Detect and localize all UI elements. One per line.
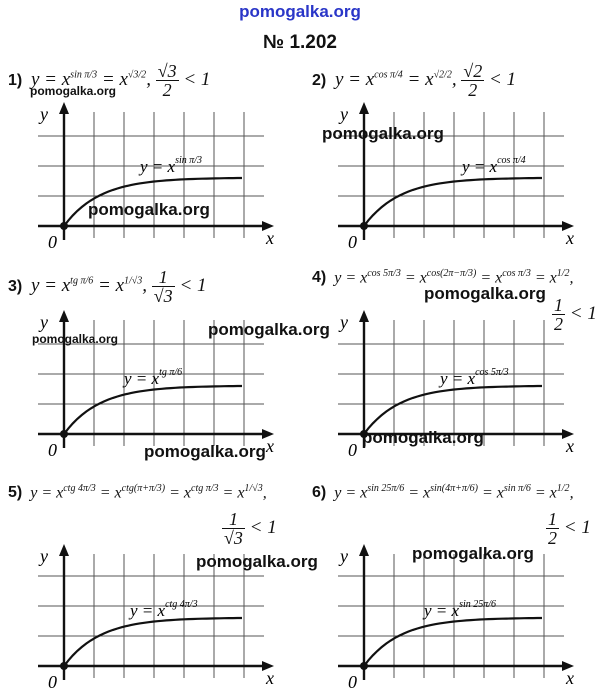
condition-tail-5: < 1 — [249, 516, 277, 538]
y-axis-label: y — [340, 104, 348, 124]
y-axis-label: y — [340, 312, 348, 332]
condition-tail-3: < 1 — [179, 274, 207, 296]
problem-number-6: 6) — [312, 484, 327, 502]
problem-number-5: 5) — [8, 484, 23, 502]
watermark-1: pomogalka.org — [30, 84, 117, 98]
y-axis-arrow — [59, 544, 69, 556]
problem-number-4: 4) — [312, 269, 327, 287]
origin-point — [60, 430, 68, 438]
curve-label: $y = x^{sin 25\pi/6}$ — [424, 599, 497, 620]
watermark-7: pomogalka.org — [144, 442, 266, 461]
watermark-4: pomogalka.org — [32, 332, 119, 346]
graph-1 — [38, 102, 274, 252]
origin-label: 0 — [48, 672, 57, 692]
y-axis-arrow — [359, 310, 369, 322]
function-curve — [364, 178, 542, 226]
y-axis-arrow — [59, 310, 69, 322]
y-axis-label: y — [40, 104, 48, 124]
condition-fraction-1: $\frac{√3}{2}$ — [157, 61, 177, 100]
curve-label: $y = x^{cos 5\pi/3}$ — [440, 367, 509, 388]
y-axis-arrow — [359, 544, 369, 556]
curve-label: $y = x^{tg \pi/6}$ — [124, 367, 183, 388]
watermark-3: pomogalka.org — [322, 124, 444, 143]
watermark-6: pomogalka.org — [424, 284, 546, 303]
condition-tail-1: < 1 — [183, 68, 211, 90]
x-axis-label: x — [266, 668, 274, 688]
watermark-5: pomogalka.org — [208, 320, 330, 339]
x-axis-label: x — [566, 228, 574, 248]
x-axis-label: x — [266, 436, 274, 456]
watermark-9: pomogalka.org — [196, 552, 318, 571]
problem-title: № 1.202 — [262, 32, 337, 53]
origin-point — [360, 662, 368, 670]
function-curve — [64, 386, 242, 434]
origin-label: 0 — [48, 440, 57, 460]
formula-1: 1) $y = x^{sin \pi/3} = x^{√3/2}$, $\frac{√3}{2}$ < 1 — [8, 61, 211, 100]
formula-2: 2) $y = x^{cos \pi/4} = x^{√2/2}$, $\frac{√2}{2}$ < 1 — [312, 61, 517, 100]
watermark-2: pomogalka.org — [88, 200, 210, 219]
condition-fraction-2: $\frac{√2}{2}$ — [463, 61, 483, 100]
condition-fraction-6: $\frac{1}{2}$ — [548, 509, 557, 548]
problem-number-2: 2) — [312, 71, 327, 89]
condition-tail-6: < 1 — [563, 516, 591, 538]
problem-number-3: 3) — [8, 277, 23, 295]
formula-6: 6) $y = x^{sin 25\pi/6} = x^{sin(4\pi+\pi/6)} = x^{sin \pi/6} = x^{1/2}$, — [312, 483, 574, 502]
curve-label: $y = x^{cos \pi/4}$ — [462, 155, 526, 176]
x-axis-label: x — [266, 228, 274, 248]
x-axis-label: x — [566, 436, 574, 456]
condition-fraction-3: $\frac{1}{√3}$ — [153, 267, 173, 306]
origin-point — [60, 222, 68, 230]
site-header[interactable]: pomogalka.org — [239, 2, 361, 21]
function-curve — [64, 618, 242, 666]
function-curve — [364, 386, 542, 434]
y-axis-arrow — [59, 102, 69, 114]
function-curve — [364, 618, 542, 666]
formula-3: 3) $y = x^{tg \pi/6} = x^{1/√3}$, $\frac{1}{√3}$ < 1 — [8, 267, 207, 306]
origin-label: 0 — [348, 440, 357, 460]
y-axis-label: y — [40, 546, 48, 566]
condition-fraction-5: $\frac{1}{√3}$ — [224, 509, 243, 548]
origin-point — [360, 222, 368, 230]
origin-label: 0 — [48, 232, 57, 252]
curve-label: $y = x^{sin \pi/3}$ — [140, 155, 203, 176]
y-axis-arrow — [359, 102, 369, 114]
origin-label: 0 — [348, 672, 357, 692]
formula-4: 4) $y = x^{cos 5\pi/3} = x^{cos(2\pi-\pi/3)} = x^{cos \pi/3} = x^{1/2}$, — [312, 268, 574, 287]
watermark-10: pomogalka.org — [412, 544, 534, 563]
curve-label: $y = x^{ctg 4\pi/3}$ — [130, 599, 198, 620]
condition-tail-2: < 1 — [488, 68, 517, 90]
condition-fraction-4: $\frac{1}{2}$ — [554, 295, 563, 334]
y-axis-label: y — [340, 546, 348, 566]
origin-point — [60, 662, 68, 670]
graph-6 — [338, 544, 574, 692]
formula-5: 5) $y = x^{ctg 4\pi/3} = x^{ctg(\pi+\pi/3)} = x^{ctg \pi/3} = x^{1/√3}$, — [8, 483, 267, 502]
origin-label: 0 — [348, 232, 357, 252]
y-axis-label: y — [40, 312, 48, 332]
watermark-8: pomogalka.org — [362, 428, 484, 447]
condition-tail-4: < 1 — [569, 302, 597, 324]
problem-number-1: 1) — [8, 71, 23, 89]
x-axis-label: x — [566, 668, 574, 688]
